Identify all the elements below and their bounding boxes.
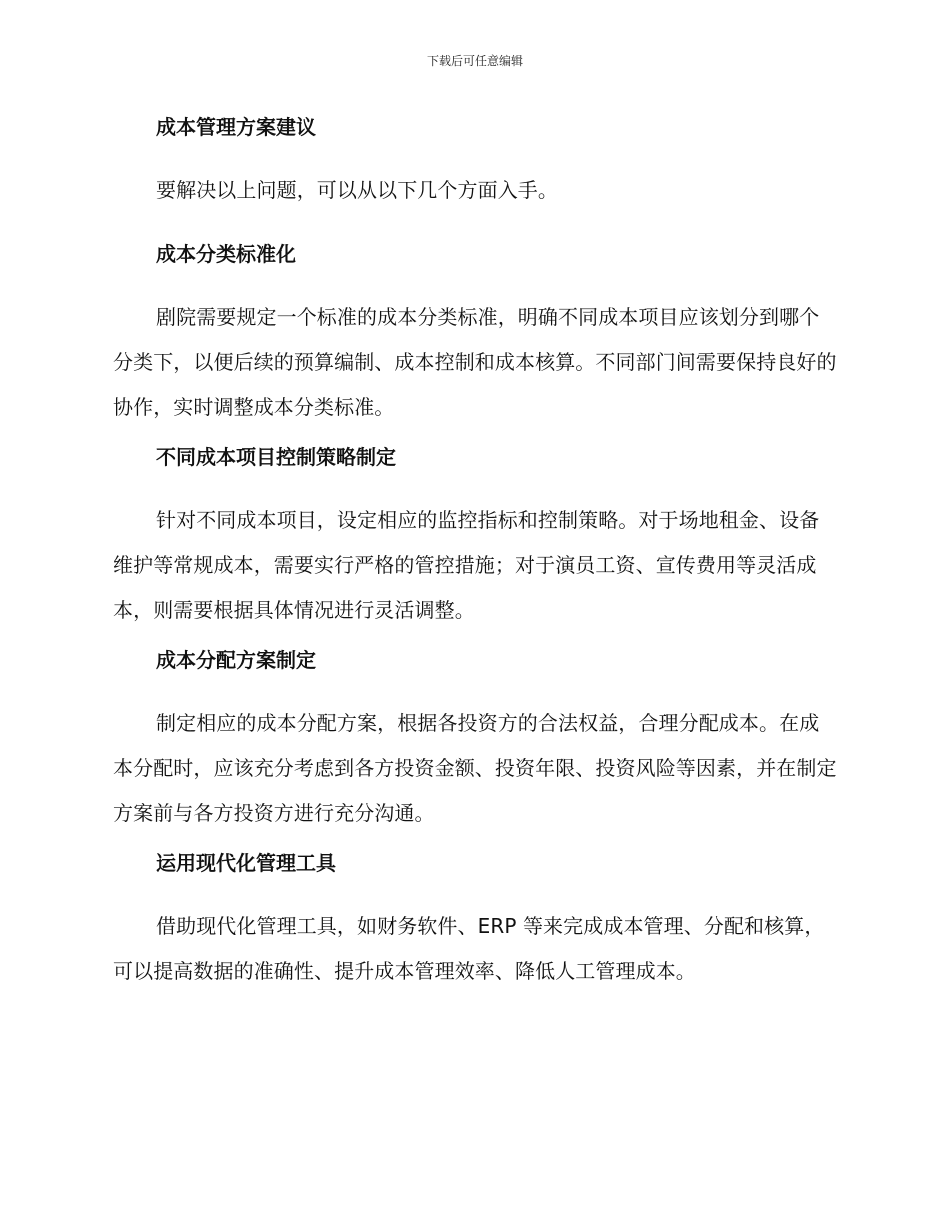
section-heading: 不同成本项目控制策略制定 xyxy=(156,445,396,469)
section-cost-allocation xyxy=(113,645,837,836)
section-modern-tools xyxy=(113,848,837,994)
section-paragraph: 制定相应的成本分配方案，根据各投资方的合法权益，合理分配成本。在成本分配时，应该充分考虑到各方投资金额、投资年限、投资风险等因素，并在制定方案前与各方投资方进行充分沟通。 xyxy=(113,711,837,825)
section-heading: 成本分配方案制定 xyxy=(156,648,316,672)
page-header: 下载后可任意编辑 xyxy=(426,54,523,68)
section-cost-control-strategy xyxy=(113,442,837,633)
section-paragraph: 借助现代化管理工具，如财务软件、ERP 等来完成成本管理、分配和核算，可以提高数据的准确性、提升成本管理效率、降低人工管理成本。 xyxy=(113,914,825,983)
section-heading: 成本分类标准化 xyxy=(156,242,296,266)
section-paragraph: 要解决以上问题，可以从以下几个方面入手。 xyxy=(156,178,558,202)
section-heading: 成本管理方案建议 xyxy=(156,115,316,139)
section-paragraph: 针对不同成本项目，设定相应的监控指标和控制策略。对于场地租金、设备维护等常规成本，需要实行严格的管控措施；对于演员工资、宣传费用等灵活成本，则需要根据具体情况进行灵活调整。 xyxy=(113,508,820,622)
section-cost-management-proposal xyxy=(113,112,837,213)
section-cost-classification xyxy=(113,239,837,430)
section-paragraph: 剧院需要规定一个标准的成本分类标准，明确不同成本项目应该划分到哪个分类下，以便后续的预算编制、成本控制和成本核算。不同部门间需要保持良好的协作，实时调整成本分类标准。 xyxy=(113,305,837,419)
document-body xyxy=(113,112,837,1006)
section-heading: 运用现代化管理工具 xyxy=(156,851,336,875)
